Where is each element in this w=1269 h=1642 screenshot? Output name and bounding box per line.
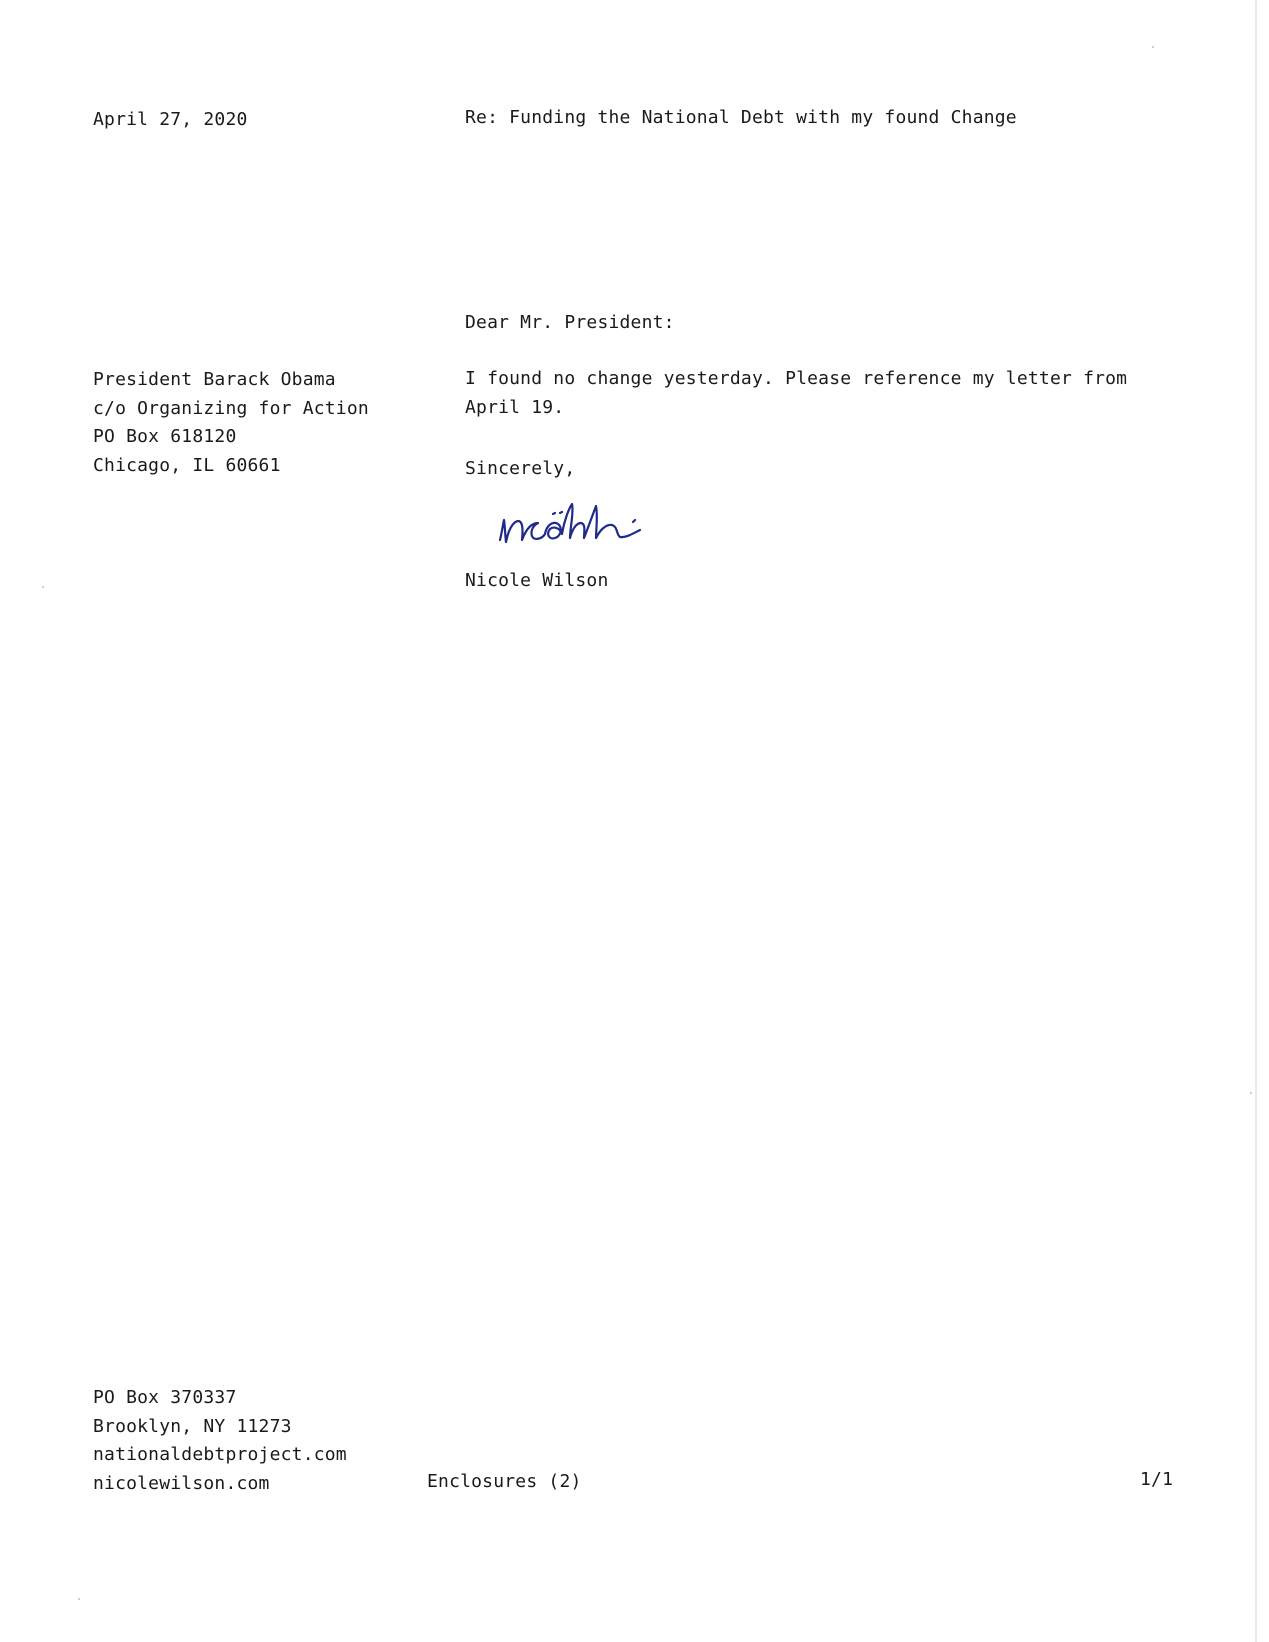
recipient-line: Chicago, IL 60661 <box>93 454 281 476</box>
recipient-line: c/o Organizing for Action <box>93 397 369 419</box>
signature-stroke <box>500 504 640 542</box>
page-number: 1/1 <box>1140 1469 1174 1490</box>
sender-line: nationaldebtproject.com <box>93 1444 347 1465</box>
recipient-line: President Barack Obama <box>93 369 336 390</box>
recipient-line: PO Box 618120 <box>93 426 237 447</box>
scan-speck <box>1152 46 1154 48</box>
letter-body: I found no change yesterday. Please reference my letter from April 19. <box>465 368 1128 418</box>
letter-date: April 27, 2020 <box>93 109 248 130</box>
signer-name: Nicole Wilson <box>465 570 609 591</box>
enclosures: Enclosures (2) <box>427 1471 582 1492</box>
salutation: Dear Mr. President: <box>465 312 675 333</box>
scan-edge <box>1255 0 1257 1642</box>
sender-line: PO Box 370337 <box>93 1387 237 1408</box>
scan-speck <box>42 586 44 588</box>
recipient-address <box>93 366 369 480</box>
sender-address <box>93 1384 347 1498</box>
letter-subject: Re: Funding the National Debt with my found Change <box>465 107 1017 128</box>
signature <box>492 496 722 558</box>
sender-line: Brooklyn, NY 11273 <box>93 1415 292 1437</box>
sender-line: nicolewilson.com <box>93 1472 270 1494</box>
closing: Sincerely, <box>465 458 576 479</box>
scan-speck <box>78 1598 80 1600</box>
scan-speck <box>1250 1092 1252 1094</box>
